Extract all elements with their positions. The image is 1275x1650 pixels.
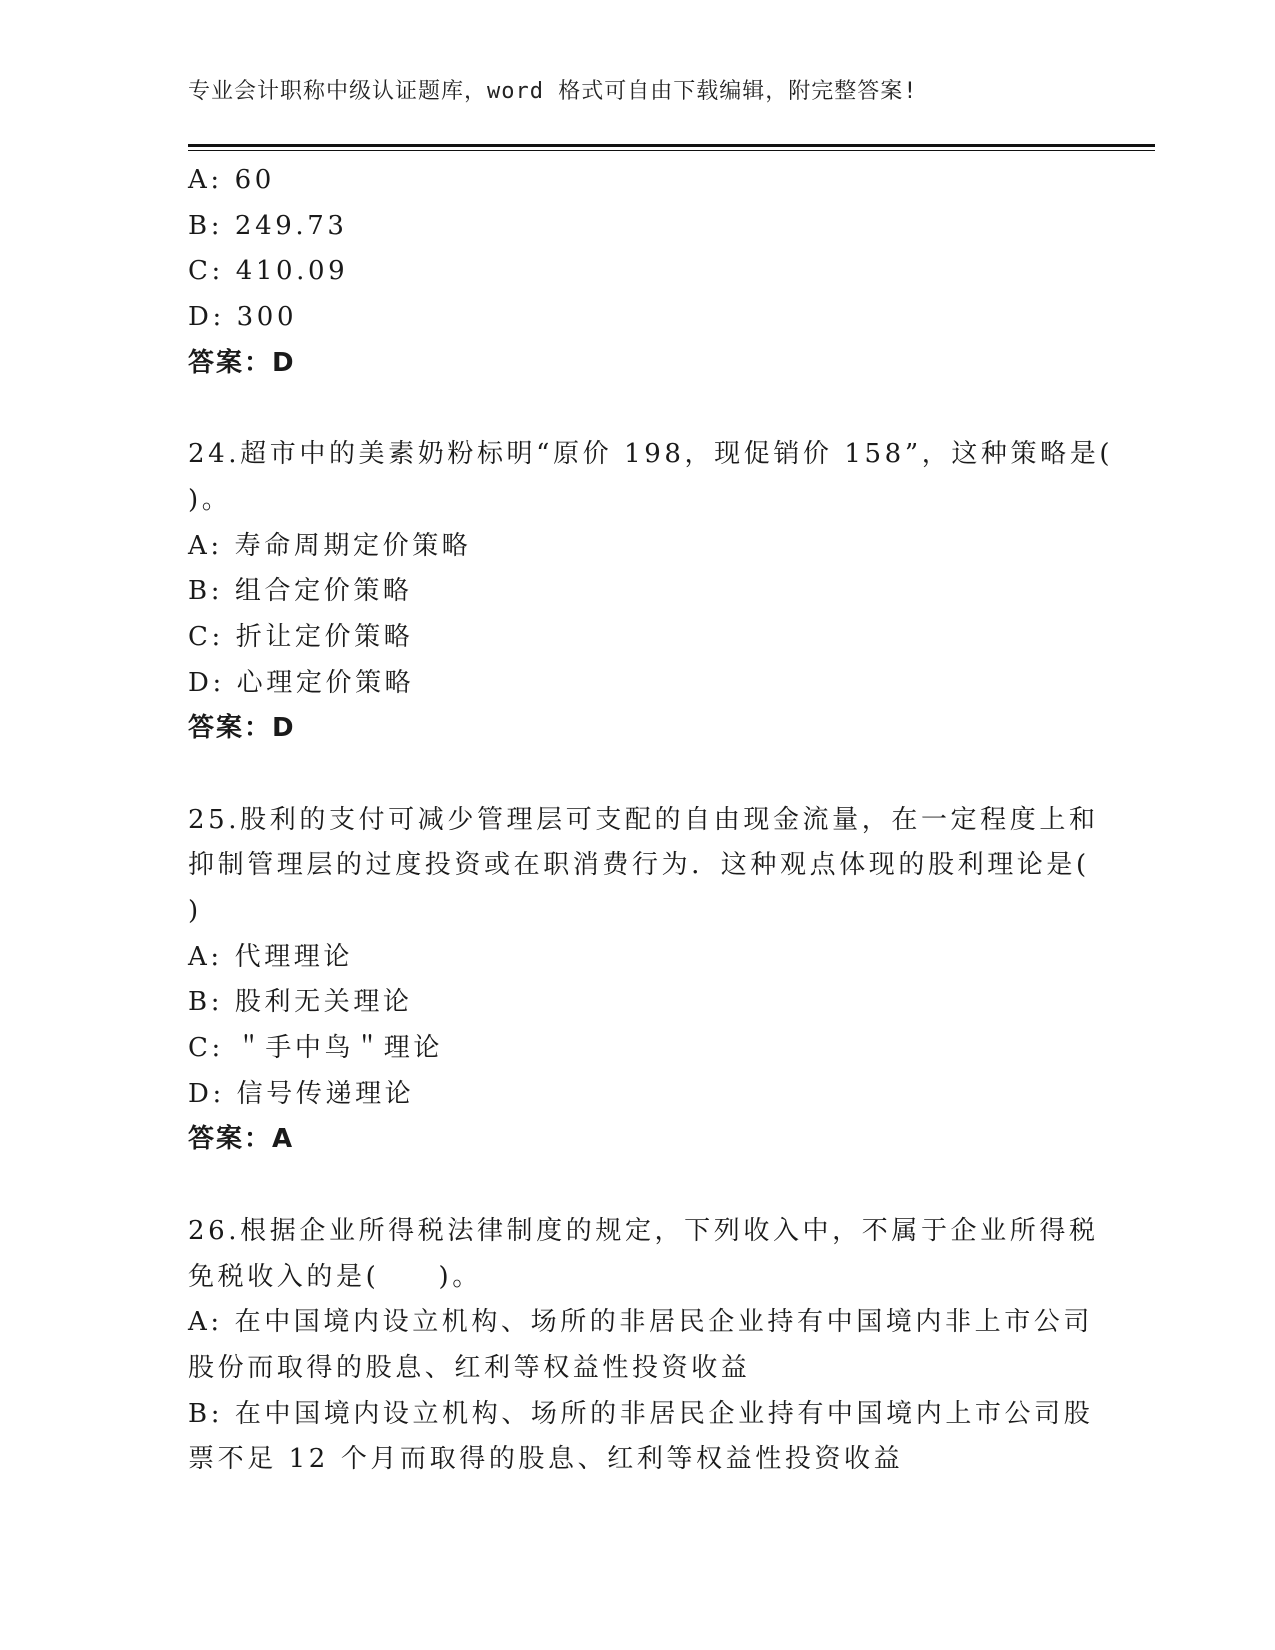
option-c: C: 折让定价策略	[188, 621, 414, 652]
option-d: D: 心理定价策略	[188, 667, 415, 698]
option-b: B: 249.73	[188, 210, 348, 241]
document-body	[188, 158, 1114, 1483]
option-c: C: ＂手中鸟＂理论	[188, 1033, 443, 1064]
option-a: A: 在中国境内设立机构、场所的非居民企业持有中国境内非上市公司	[188, 1307, 1094, 1338]
question-26	[188, 1209, 1099, 1483]
option-a: A: 代理理论	[188, 941, 354, 972]
page-header: 专业会计职称中级认证题库，word 格式可自由下载编辑，附完整答案!	[188, 79, 918, 104]
option-b: B: 股利无关理论	[188, 987, 413, 1018]
option-c: C: 410.09	[188, 256, 349, 287]
option-a: A: 60	[188, 165, 275, 195]
question-24	[188, 432, 1114, 752]
question-stem: 25.股利的支付可减少管理层可支配的自由现金流量，在一定程度上和	[188, 804, 1099, 835]
question-stem: 26.根据企业所得税法律制度的规定，下列收入中，不属于企业所得税	[188, 1215, 1099, 1246]
answer: 答案：D	[188, 347, 296, 378]
question-23	[188, 158, 1088, 386]
option-b: B: 组合定价策略	[188, 576, 413, 607]
spacer	[188, 1163, 1088, 1209]
answer: 答案：D	[188, 713, 296, 744]
option-d: D: 信号传递理论	[188, 1078, 415, 1109]
answer: 答案：A	[188, 1124, 295, 1155]
question-stem: 免税收入的是( )。	[188, 1261, 482, 1292]
question-stem: 24.超市中的美素奶粉标明“原价 198，现促销价 158”，这种策略是(	[188, 439, 1114, 470]
option-d: D: 300	[188, 302, 298, 333]
option-a-continued: 股份而取得的股息、红利等权益性投资收益	[188, 1352, 751, 1383]
question-stem: 抑制管理层的过度投资或在职消费行为．这种观点体现的股利理论是(	[188, 850, 1090, 881]
spacer	[188, 752, 1088, 798]
option-a: A: 寿命周期定价策略	[188, 530, 472, 561]
question-stem: )。	[188, 484, 232, 515]
header-rule-thick	[188, 144, 1155, 147]
option-b-continued: 票不足 12 个月而取得的股息、红利等权益性投资收益	[188, 1444, 904, 1475]
header-rule-thin	[188, 150, 1155, 151]
option-b: B: 在中国境内设立机构、场所的非居民企业持有中国境内上市公司股	[188, 1398, 1094, 1429]
question-stem: )	[188, 896, 202, 926]
spacer	[188, 386, 1088, 432]
question-25	[188, 798, 1099, 1164]
